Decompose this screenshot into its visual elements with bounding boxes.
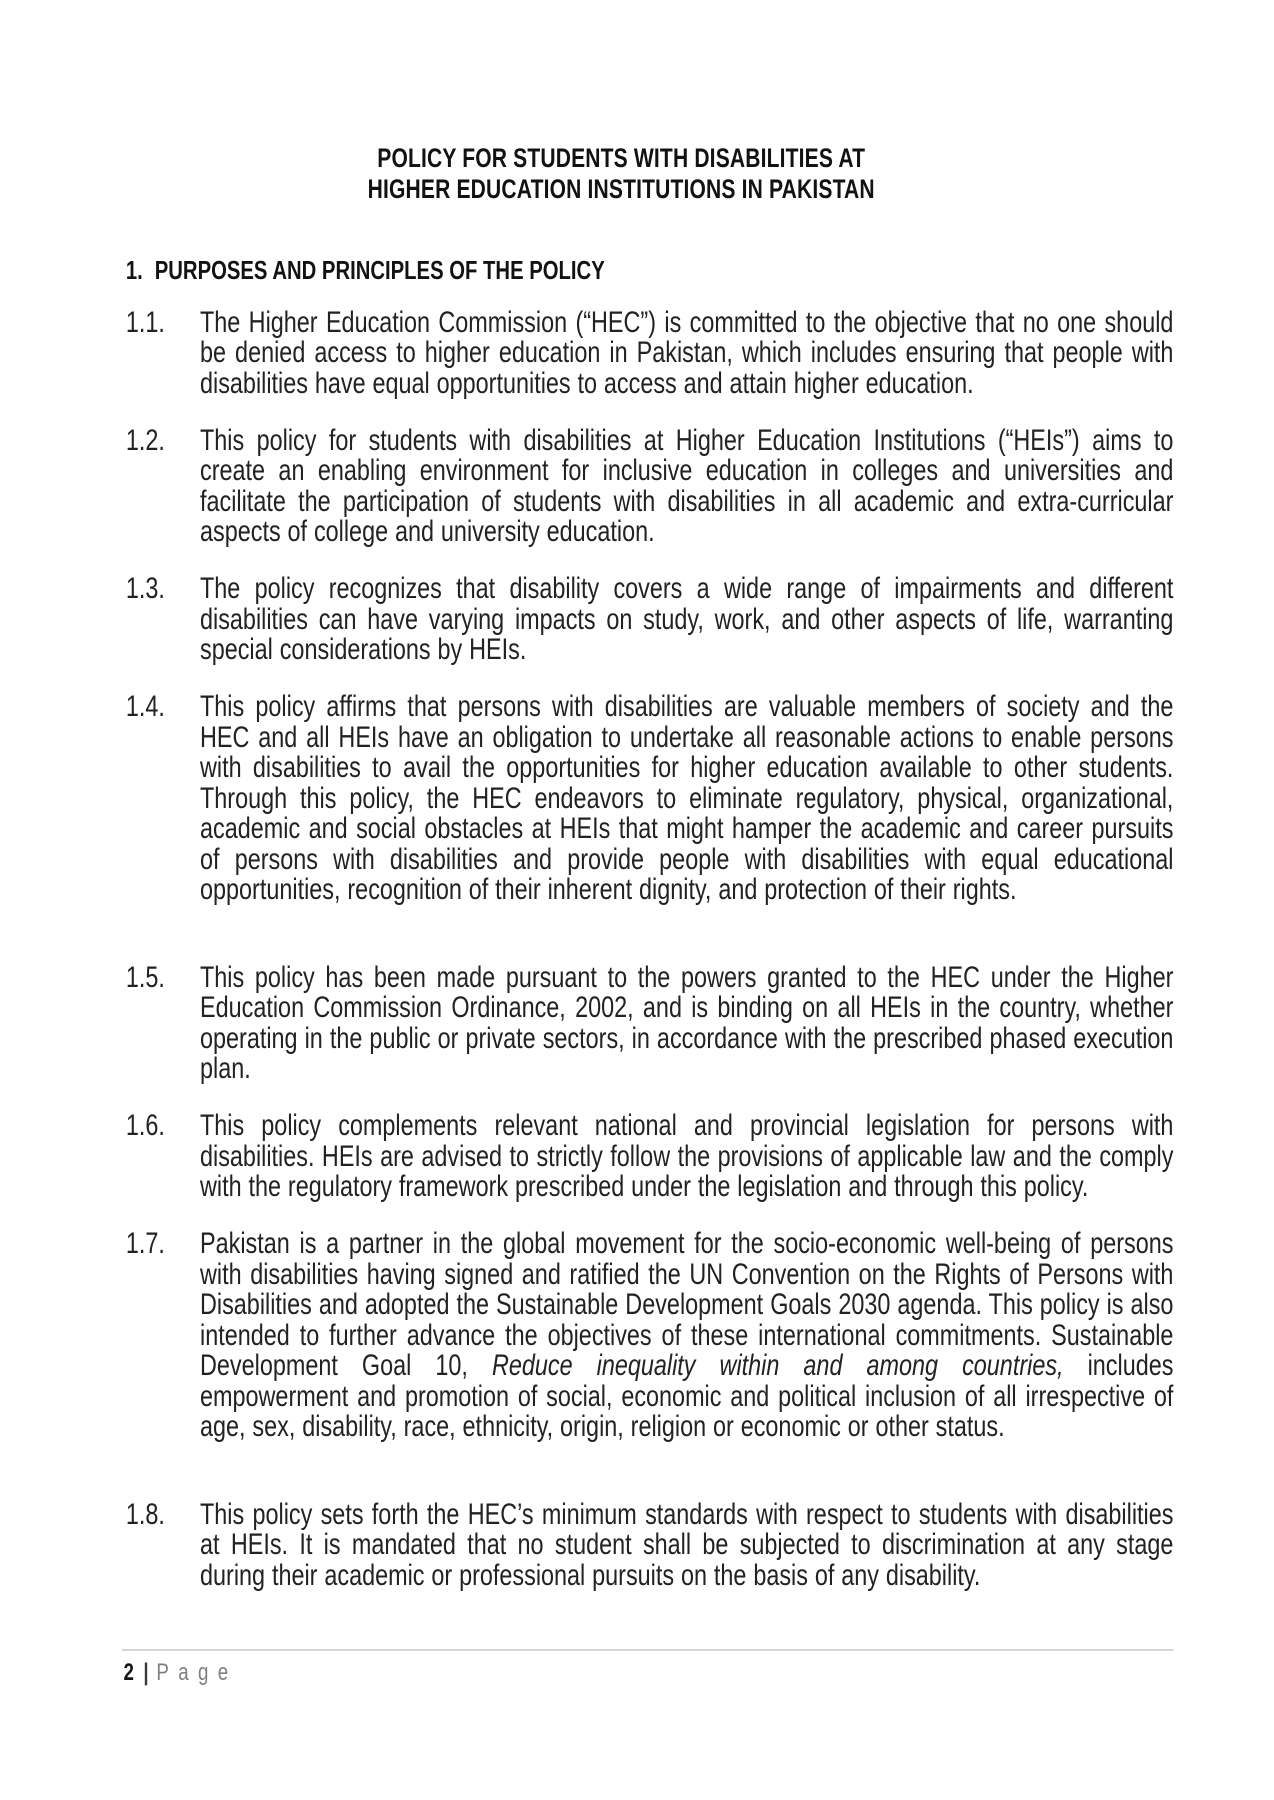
footer-divider bbox=[122, 1649, 1173, 1651]
paragraph-text: This policy has been made pursuant to the powers granted to the HEC under the Higher Education Commission Ordinance, 2002, and is binding on all HEIs in the country, whether operating in the public or private sectors, in accordance with the prescribed phased execution plan. bbox=[200, 960, 1174, 1085]
paragraph-text: The policy recognizes that disability covers a wide range of impairments and different disabilities can have varying impacts on study, work, and other aspects of life, warranting special considerations by HEIs. bbox=[200, 572, 1174, 666]
paragraph-text: This policy complements relevant national and provincial legislation for persons with disabilities. HEIs are advised to strictly follow the provisions of applicable law and the comply with the regulatory framework prescribed under the legislation and through this policy. bbox=[200, 1109, 1174, 1203]
section-number: 1. bbox=[125, 255, 143, 285]
paragraph-text: This policy sets forth the HEC’s minimum standards with respect to students with disabilities at HEIs. It is mandated that no student shall be subjected to discrimination at any stage during their academic or professional pursuits on the basis of any disability. bbox=[200, 1497, 1174, 1592]
footer-page-label: Page bbox=[156, 1659, 238, 1686]
paragraph-number: 1.3. bbox=[125, 572, 165, 605]
paragraph-number: 1.6. bbox=[125, 1109, 165, 1142]
paragraph-number: 1.8. bbox=[125, 1497, 165, 1531]
paragraph-number: 1.4. bbox=[125, 690, 165, 723]
footer-separator: | bbox=[143, 1659, 149, 1686]
policy-paragraph bbox=[122, 305, 1174, 400]
paragraph-number: 1.2. bbox=[125, 423, 165, 457]
document-title-line2: HIGHER EDUCATION INSTITUTIONS IN PAKISTAN bbox=[367, 173, 875, 204]
page-footer bbox=[122, 1656, 1173, 1690]
document-title-line1: POLICY FOR STUDENTS WITH DISABILITIES AT bbox=[377, 143, 866, 173]
document-content bbox=[122, 0, 1173, 1690]
section-heading-text: PURPOSES AND PRINCIPLES OF THE POLICY bbox=[154, 255, 605, 285]
section-heading bbox=[122, 255, 1173, 286]
policy-paragraph bbox=[122, 1497, 1174, 1592]
paragraph-text: Pakistan is a partner in the global movement for the socio-economic well-being of persons with disabilities having signed and ratified the UN Convention on the Rights of Persons with Disabilities and adopted the Sustainable Development Goals 2030 agenda. This policy is also intended to further advance the objectives of these international commitments. Sustainable Development Goal 10, Reduce inequality within and among countries, includes empowerment and promotion of social, economic and political inclusion of all irrespective of age, sex, disability, race, ethnicity, origin, religion or economic or other status. bbox=[200, 1227, 1174, 1443]
policy-paragraph bbox=[122, 574, 1173, 666]
policy-paragraph bbox=[122, 423, 1174, 548]
page-number: 2 bbox=[123, 1659, 134, 1686]
paragraph-number: 1.7. bbox=[125, 1227, 165, 1260]
paragraph-number: 1.5. bbox=[125, 960, 165, 994]
policy-paragraph bbox=[122, 960, 1174, 1085]
paragraph-text: This policy for students with disabilities at Higher Education Institutions (“HEIs”) aims to create an enabling environment for inclusive education in colleges and universities and facilitate the participation of students with disabilities in all academic and extra-curricular aspects of college and university education. bbox=[200, 423, 1174, 548]
paragraph-number: 1.1. bbox=[125, 305, 165, 339]
paragraph-text: This policy affirms that persons with disabilities are valuable members of society and the HEC and all HEIs have an obligation to undertake all reasonable actions to enable persons with disabilities to avail the opportunities for higher education available to other students. Through this policy, the HEC endeavors to eliminate regulatory, physical, organizational, academic and social obstacles at HEIs that might hamper the academic and career pursuits of persons with disabilities and provide people with disabilities with equal educational opportunities, recognition of their inherent dignity, and protection of their rights. bbox=[200, 690, 1174, 906]
document-title bbox=[122, 0, 1173, 204]
policy-paragraph bbox=[122, 1229, 1173, 1473]
policy-paragraph bbox=[122, 692, 1173, 936]
paragraph-list bbox=[122, 305, 1174, 1592]
policy-paragraph bbox=[122, 1111, 1173, 1203]
paragraph-text: The Higher Education Commission (“HEC”) is committed to the objective that no one should be denied access to higher education in Pakistan, which includes ensuring that people with disabilities have equal opportunities to access and attain higher education. bbox=[200, 305, 1174, 400]
